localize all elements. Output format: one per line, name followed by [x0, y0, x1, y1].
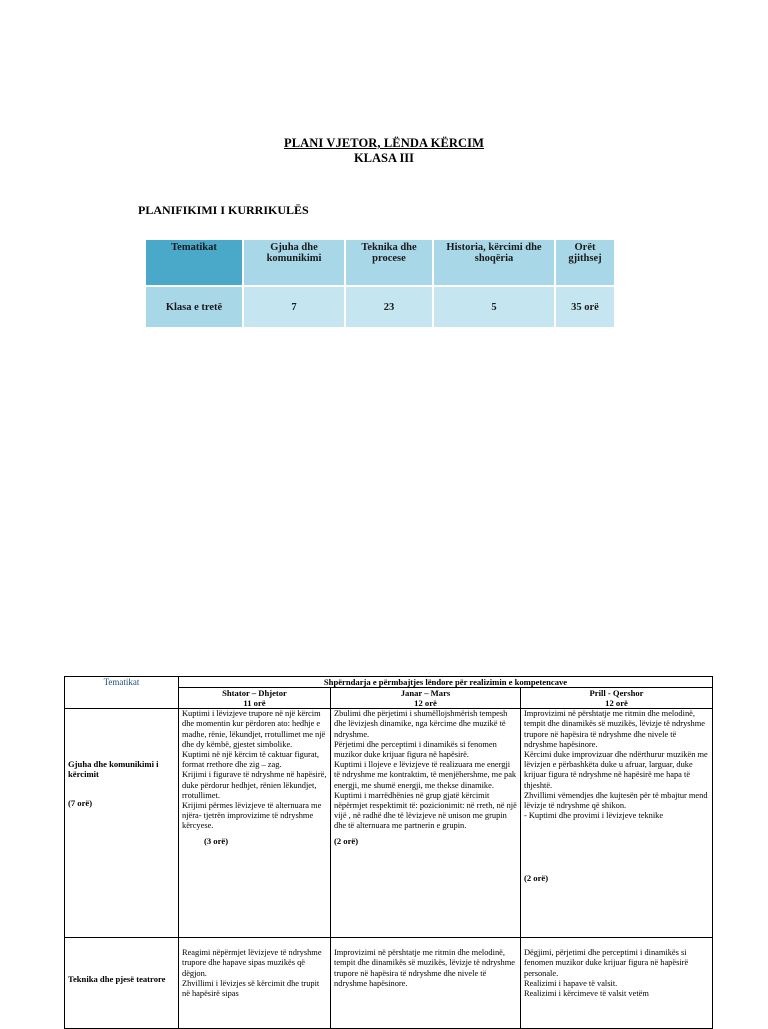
content-text: Zbulimi dhe përjetimi i shumëllojshmërish tempesh dhe lëvizjesh dinamike, nga kërcime dhe muzikë të ndryshme. Përjetimi dhe perceptimi i dinamikës si fenomen muzikor duke krijuar figura në hapësirë. Kuptimi i llojeve e lëvizjeve të realizuara me energji të ndryshme me kontraktim, të menjëhershme, me pak energji, me shumë energji, me thekse dinamike. Kuptimi i marrëdhënies në grup gjatë kërcimit nëpërmjet respektimit të: pozicionimit: në rreth, në një vijë , në radhë dhe të lëvizjeve në unison me grupin dhe të alternuara me partnerin e grupin. — [334, 709, 517, 831]
section-heading: PLANIFIKIMI I KURRIKULËS — [138, 203, 309, 217]
cell-hours: (3 orë) — [204, 835, 229, 846]
period-hours: 12 orë — [605, 698, 628, 709]
theme-cell — [65, 709, 179, 938]
period-name: Prill - Qershor — [589, 688, 644, 699]
content-cell — [331, 938, 521, 1029]
theme-cell — [65, 938, 179, 1029]
summary-header-cell: Teknika dhe procese — [346, 240, 432, 285]
plan-header-row — [65, 677, 713, 688]
content-cell — [521, 709, 713, 938]
content-text: Dëgjimi, përjetimi dhe perceptimi i dinamikës si fenomen muzikor duke krijuar figura në hapësirë personale. Realizimi i hapave të valsit. Realizimi i kërcimeve të valsit vetëm — [524, 948, 689, 999]
period-hours: 12 orë — [414, 698, 437, 709]
summary-cell: 7 — [244, 287, 344, 327]
summary-cell: 35 orë — [556, 287, 614, 327]
summary-data-row — [146, 287, 614, 327]
period-header — [179, 688, 331, 709]
content-text: Improvizimi në përshtatje me ritmin dhe melodinë, tempit dhe dinamikës së muzikës, lëvizje të ndryshme trupore në hapësira të ndryshme dhe nivele të ndryshme hapësinore. — [334, 948, 515, 988]
content-text: Reagimi nëpërmjet lëvizjeve të ndryshme trupore dhe hapave sipas muzikës që dëgjon. Zhvillimi i lëvizjes së kërcimit dhe trupit në hapësirë sipas — [182, 948, 322, 999]
summary-row-label: Klasa e tretë — [146, 287, 242, 327]
content-cell — [179, 709, 331, 938]
content-cell — [331, 709, 521, 938]
theme-name: Gjuha dhe komunikimi i kërcimit — [68, 759, 159, 780]
period-name: Shtator – Dhjetor — [222, 688, 287, 699]
theme-name: Teknika dhe pjesë teatrore — [68, 974, 166, 985]
document-subtitle: KLASA III — [353, 151, 415, 165]
content-text: Improvizimi në përshtatje me ritmin dhe melodinë, tempit dhe dinamikës së muzikës, lëvizje të ndryshme trupore në hapësira të ndryshme dhe nivele të ndryshme hapësinore. Kërcimi duke improvizuar dhe ndërthurur muzikën me lëvizjen e përbashkëta duke u afruar, larguar, duke krijuar figura të ndryshme në hapësirë me hapa të thjeshtë. Zhvillimi vëmendjes dhe kujtesën për të mbajtur mend lëvizje të ndryshme që shikon. - Kuptimi dhe provimi i lëvizjeve teknike — [524, 709, 708, 821]
period-name: Janar – Mars — [400, 688, 451, 699]
summary-header-cell: Orët gjithsej — [556, 240, 614, 285]
summary-table — [144, 238, 616, 329]
content-cell — [521, 938, 713, 1029]
distribution-header: Shpërndarja e përmbajtjes lëndore për realizimin e kompetencave — [179, 677, 713, 688]
period-header — [331, 688, 521, 709]
period-header — [521, 688, 713, 709]
content-text: Kuptimi i lëvizjeve trupore në një kërcim dhe momentin kur përdoren ato: hedhje e madhe, rënie, lëkundjet, rrotullimet me një dhe dy këmbë, gjestet simbolike. Kuptimi në një kërcim të caktuar figurat, format rrethore dhe zig – zag. Krijimi i figurave të ndryshme në hapësirë, duke përdorur hedhjet, rënien lëkundjet, rrotullimet. Krijimi përmes lëvizjeve të alternuara me njëra- tjetrën improvizime të ndryshme kërcyese. — [182, 709, 327, 831]
theme-hours: (7 orë) — [68, 797, 93, 808]
plan-row — [65, 938, 713, 1029]
summary-cell: 23 — [346, 287, 432, 327]
cell-hours: (2 orë) — [524, 873, 549, 884]
cell-hours: (2 orë) — [334, 835, 359, 846]
summary-header-cell: Historia, kërcimi dhe shoqëria — [434, 240, 554, 285]
summary-header-row — [146, 240, 614, 285]
theme-column-header: Tematikat — [65, 677, 179, 709]
period-hours: 11 orë — [243, 698, 266, 709]
summary-header-cell: Gjuha dhe komunikimi — [244, 240, 344, 285]
content-cell — [179, 938, 331, 1029]
document-title: PLANI VJETOR, LËNDA KËRCIM — [283, 136, 485, 150]
plan-row — [65, 709, 713, 938]
summary-cell: 5 — [434, 287, 554, 327]
plan-table — [64, 676, 713, 1029]
summary-header-cell: Tematikat — [146, 240, 242, 285]
